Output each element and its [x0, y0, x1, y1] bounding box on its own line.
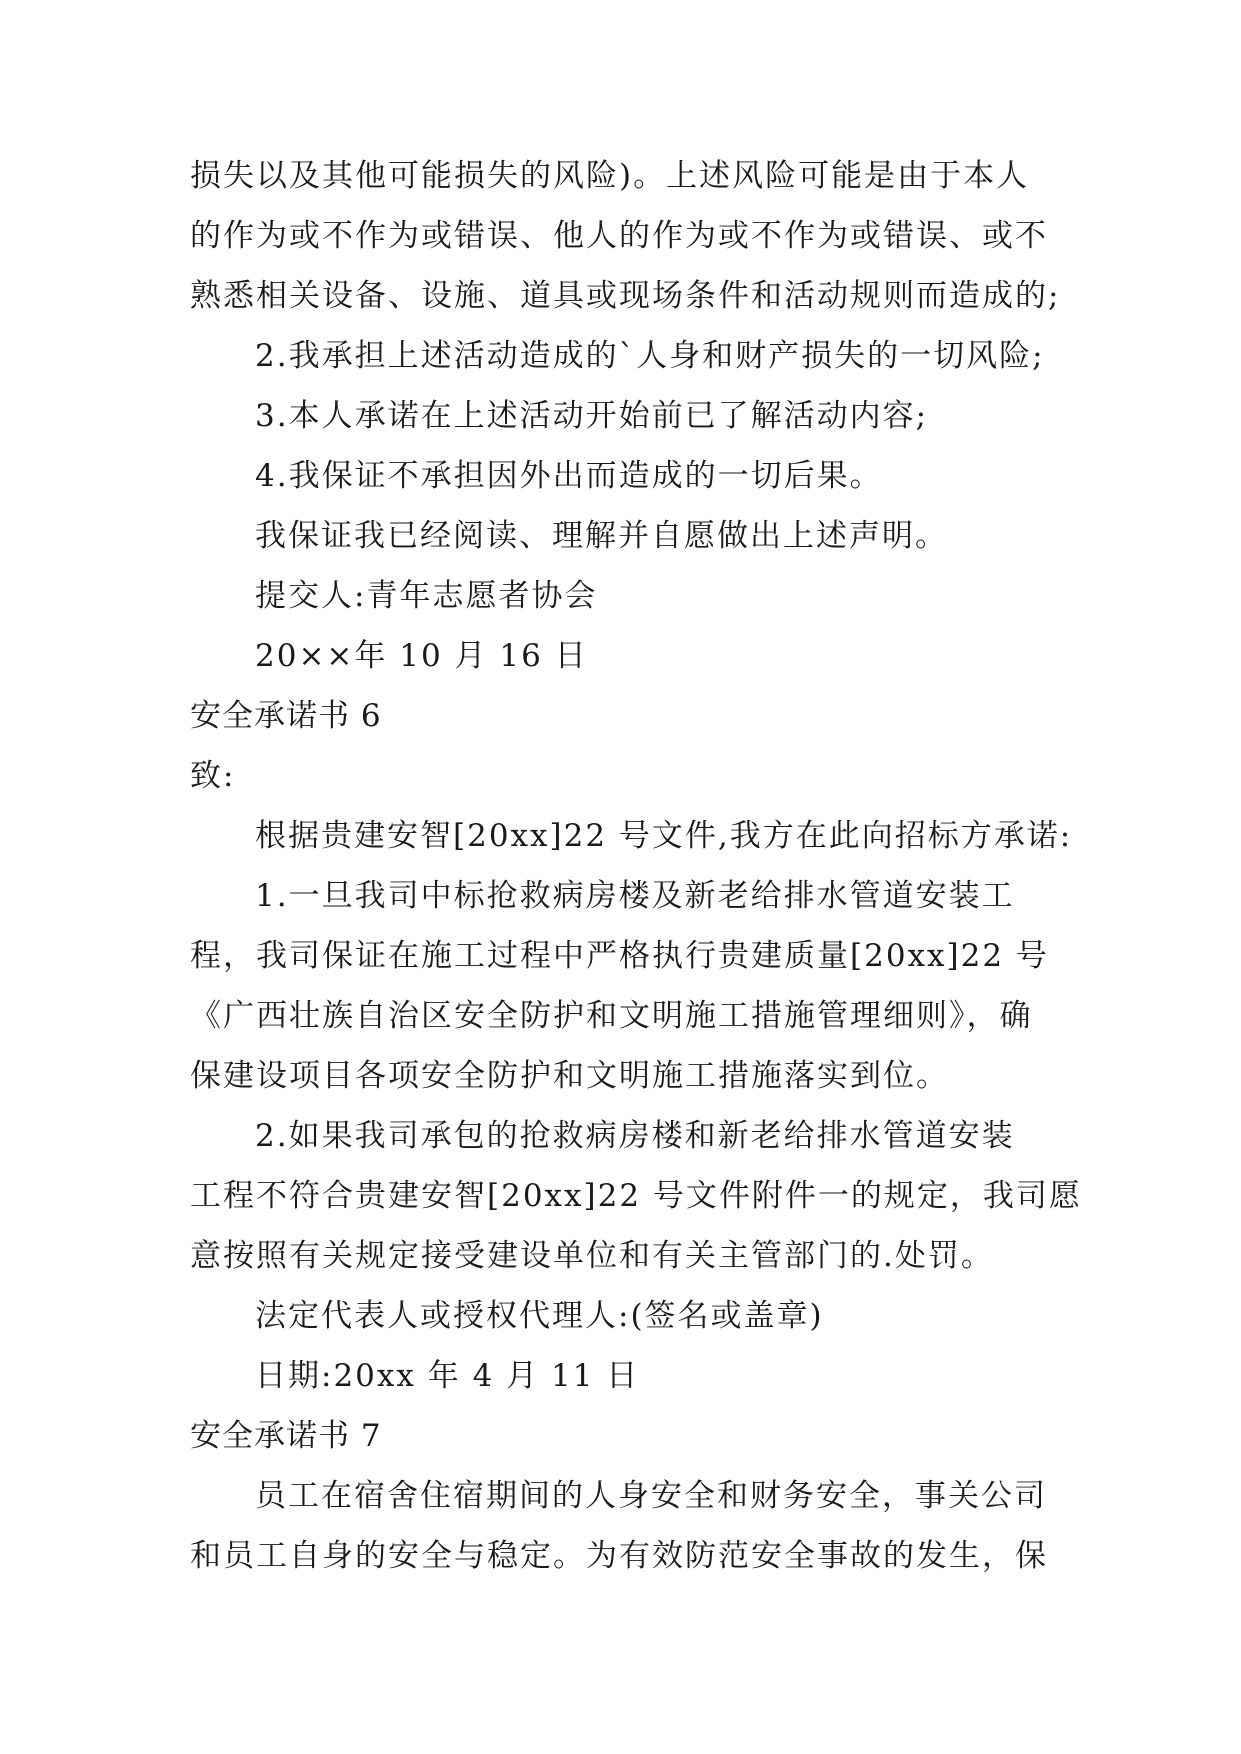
list-item: 3.本人承诺在上述活动开始前已了解活动内容;	[255, 398, 929, 434]
list-item: 4.我保证不承担因外出而造成的一切后果。	[255, 458, 883, 494]
paragraph-line: 意按照有关规定接受建设单位和有关主管部门的.处罚。	[190, 1238, 994, 1274]
paragraph-line: 和员工自身的安全与稳定。为有效防范安全事故的发生，保	[190, 1538, 1048, 1574]
paragraph-line: 我保证我已经阅读、理解并自愿做出上述声明。	[255, 518, 948, 554]
list-item: 2.我承担上述活动造成的`人身和财产损失的一切风险;	[255, 338, 1045, 374]
section-heading: 安全承诺书 6	[190, 698, 382, 734]
paragraph-line: 的作为或不作为或错误、他人的作为或不作为或错误、或不	[190, 218, 1048, 254]
signature-line: 法定代表人或授权代理人:(签名或盖章)	[255, 1298, 824, 1334]
paragraph-line: 根据贵建安智[20xx]22 号文件,我方在此向招标方承诺:	[255, 818, 1073, 854]
paragraph-line: 保建设项目各项安全防护和文明施工措施落实到位。	[190, 1058, 949, 1094]
list-item: 1.一旦我司中标抢救病房楼及新老给排水管道安装工	[255, 878, 1015, 914]
section-heading: 安全承诺书 7	[190, 1418, 382, 1454]
date-line: 日期:20xx 年 4 月 11 日	[255, 1358, 640, 1394]
paragraph-line: 《广西壮族自治区安全防护和文明施工措施管理细则》，确	[190, 998, 1033, 1034]
submitter-line: 提交人:青年志愿者协会	[255, 578, 598, 614]
paragraph-line: 熟悉相关设备、设施、道具或现场条件和活动规则而造成的;	[190, 278, 1061, 314]
paragraph-line: 员工在宿舍住宿期间的人身安全和财务安全，事关公司	[255, 1478, 1047, 1514]
paragraph-line: 程，我司保证在施工过程中严格执行贵建质量[20xx]22 号	[190, 938, 1049, 974]
date-line: 20××年 10 月 16 日	[255, 638, 588, 674]
salutation: 致:	[190, 758, 236, 794]
paragraph-line: 损失以及其他可能损失的风险)。上述风险可能是由于本人	[190, 158, 1030, 194]
paragraph-line: 工程不符合贵建安智[20xx]22 号文件附件一的规定，我司愿	[190, 1178, 1082, 1214]
list-item: 2.如果我司承包的抢救病房楼和新老给排水管道安装	[255, 1118, 1015, 1154]
